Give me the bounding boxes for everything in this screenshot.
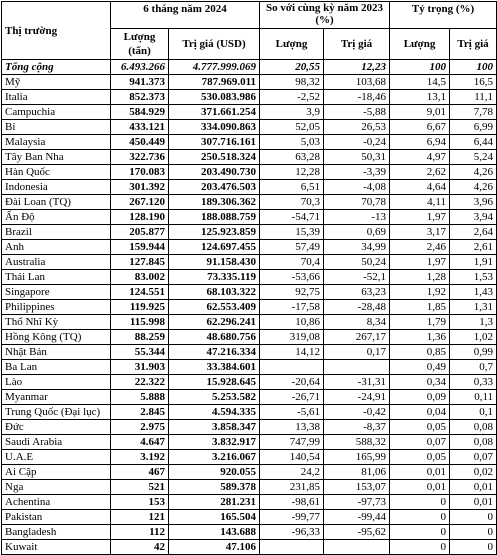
value-cell: 62.553.409 <box>169 300 260 315</box>
value-change-cell: -0,42 <box>324 405 390 420</box>
quantity-change-cell <box>260 360 324 375</box>
quantity-change-cell: 12,28 <box>260 165 324 180</box>
table-row <box>2 465 497 480</box>
value-change-cell: -5,88 <box>324 105 390 120</box>
market-name: Bỉ <box>2 120 111 135</box>
market-name: Campuchia <box>2 105 111 120</box>
value-cell: 62.296.241 <box>169 315 260 330</box>
quantity-cell: 433.121 <box>111 120 169 135</box>
value-share-cell: 6,99 <box>450 120 497 135</box>
value-change-cell: 0,69 <box>324 225 390 240</box>
value-change-cell: -95,62 <box>324 525 390 540</box>
value-cell: 920.055 <box>169 465 260 480</box>
value-cell: 47.106 <box>169 540 260 555</box>
quantity-cell: 301.392 <box>111 180 169 195</box>
market-name: Pakistan <box>2 510 111 525</box>
value-change-cell: 267,17 <box>324 330 390 345</box>
value-share-cell: 16,5 <box>450 75 497 90</box>
market-name: Bangladesh <box>2 525 111 540</box>
value-share-cell: 0,11 <box>450 390 497 405</box>
quantity-change-cell: 140,54 <box>260 450 324 465</box>
value-change-cell: -8,37 <box>324 420 390 435</box>
quantity-share-cell: 1,28 <box>390 270 450 285</box>
market-name: Malaysia <box>2 135 111 150</box>
quantity-cell: 2.845 <box>111 405 169 420</box>
table-row <box>2 105 497 120</box>
value-change-cell: 34,99 <box>324 240 390 255</box>
value-pct-header: Trị giá <box>324 29 390 60</box>
value-share-cell: 1,02 <box>450 330 497 345</box>
value-change-cell: -3,39 <box>324 165 390 180</box>
value-share-cell: 2,64 <box>450 225 497 240</box>
value-cell: 33.384.601 <box>169 360 260 375</box>
table-row <box>2 285 497 300</box>
quantity-share-cell: 1,85 <box>390 300 450 315</box>
value-cell: 3.858.347 <box>169 420 260 435</box>
market-header: Thị trường <box>2 2 111 60</box>
value-share-cell: 0,7 <box>450 360 497 375</box>
quantity-change-cell: 20,55 <box>260 60 324 75</box>
compare-header: So với cùng kỳ năm 2023 (%) <box>260 2 390 29</box>
quantity-share-cell: 1,79 <box>390 315 450 330</box>
value-change-cell: -97,73 <box>324 495 390 510</box>
value-cell: 143.688 <box>169 525 260 540</box>
table-row <box>2 120 497 135</box>
quantity-change-cell: 747,99 <box>260 435 324 450</box>
value-cell: 188.088.759 <box>169 210 260 225</box>
value-share-cell: 11,1 <box>450 90 497 105</box>
quantity-cell: 941.373 <box>111 75 169 90</box>
table-row <box>2 480 497 495</box>
header-row-top <box>2 2 497 29</box>
value-change-cell: 8,34 <box>324 315 390 330</box>
market-name: Thái Lan <box>2 270 111 285</box>
value-cell: 48.680.756 <box>169 330 260 345</box>
table-row <box>2 165 497 180</box>
quantity-cell: 267.120 <box>111 195 169 210</box>
value-cell: 47.216.334 <box>169 345 260 360</box>
value-share-cell: 0,07 <box>450 450 497 465</box>
quantity-share-cell: 0,05 <box>390 450 450 465</box>
quantity-share-cell: 0,05 <box>390 420 450 435</box>
table-row <box>2 270 497 285</box>
value-share-cell: 0,02 <box>450 465 497 480</box>
quantity-share-cell: 0 <box>390 495 450 510</box>
table-row <box>2 495 497 510</box>
value-share-cell: 0 <box>450 540 497 555</box>
quantity-share-cell: 3,17 <box>390 225 450 240</box>
value-share-cell: 0,33 <box>450 375 497 390</box>
value-share-cell: 3,94 <box>450 210 497 225</box>
value-share-cell: 1,31 <box>450 300 497 315</box>
quantity-change-cell: 13,38 <box>260 420 324 435</box>
quantity-share-cell: 1,36 <box>390 330 450 345</box>
value-cell: 203.476.503 <box>169 180 260 195</box>
table-row <box>2 330 497 345</box>
value-share-cell: 1,91 <box>450 255 497 270</box>
value-share-cell: 0,01 <box>450 495 497 510</box>
quantity-cell: 3.192 <box>111 450 169 465</box>
table-body <box>2 60 497 555</box>
market-name: Singapore <box>2 285 111 300</box>
value-change-cell: -4,08 <box>324 180 390 195</box>
market-name: Mỹ <box>2 75 111 90</box>
value-change-cell: -0,24 <box>324 135 390 150</box>
value-cell: 4.594.335 <box>169 405 260 420</box>
market-name: Đài Loan (TQ) <box>2 195 111 210</box>
market-name: Lào <box>2 375 111 390</box>
value-share-cell: 3,96 <box>450 195 497 210</box>
quantity-change-cell: 63,28 <box>260 150 324 165</box>
value-change-cell: 70,78 <box>324 195 390 210</box>
quantity-change-cell: -5,61 <box>260 405 324 420</box>
table-row <box>2 90 497 105</box>
quantity-share-cell: 0,04 <box>390 405 450 420</box>
market-name: Ba Lan <box>2 360 111 375</box>
period-header: 6 tháng năm 2024 <box>111 2 260 29</box>
table-row <box>2 420 497 435</box>
quantity-change-cell: -53,66 <box>260 270 324 285</box>
quantity-change-cell: 57,49 <box>260 240 324 255</box>
value-change-cell: 26,53 <box>324 120 390 135</box>
table-row <box>2 135 497 150</box>
value-share-cell: 1,53 <box>450 270 497 285</box>
quantity-cell: 55.344 <box>111 345 169 360</box>
quantity-change-cell <box>260 540 324 555</box>
value-change-cell: -99,44 <box>324 510 390 525</box>
quantity-change-cell: -26,71 <box>260 390 324 405</box>
value-change-cell: 50,31 <box>324 150 390 165</box>
table-row <box>2 255 497 270</box>
quantity-change-cell: -98,61 <box>260 495 324 510</box>
value-change-cell: 0,17 <box>324 345 390 360</box>
value-share-cell: 0,99 <box>450 345 497 360</box>
quantity-change-cell: 231,85 <box>260 480 324 495</box>
quantity-change-cell: 3,9 <box>260 105 324 120</box>
value-share-cell: 1,3 <box>450 315 497 330</box>
quantity-share-cell: 0,01 <box>390 465 450 480</box>
market-name: U.A.E <box>2 450 111 465</box>
table-row <box>2 210 497 225</box>
value-cell: 787.969.011 <box>169 75 260 90</box>
market-name: Trung Quốc (Đại lục) <box>2 405 111 420</box>
market-name: Nhật Bản <box>2 345 111 360</box>
value-change-cell <box>324 540 390 555</box>
value-cell: 3.216.067 <box>169 450 260 465</box>
market-name: Hàn Quốc <box>2 165 111 180</box>
quantity-change-cell: -17,58 <box>260 300 324 315</box>
value-share-cell: 1,43 <box>450 285 497 300</box>
market-name: Philippines <box>2 300 111 315</box>
share-header: Tỷ trọng (%) <box>390 2 497 29</box>
quantity-cell: 88.259 <box>111 330 169 345</box>
value-cell: 5.253.582 <box>169 390 260 405</box>
quantity-share-cell: 0 <box>390 525 450 540</box>
table-row <box>2 240 497 255</box>
quantity-cell: 83.002 <box>111 270 169 285</box>
value-cell: 203.490.730 <box>169 165 260 180</box>
value-cell: 68.103.322 <box>169 285 260 300</box>
value-share-cell: 0 <box>450 525 497 540</box>
quantity-change-cell: 5,03 <box>260 135 324 150</box>
quantity-cell: 31.903 <box>111 360 169 375</box>
value-cell: 124.697.455 <box>169 240 260 255</box>
quantity-cell: 115.998 <box>111 315 169 330</box>
value-cell: 189.306.362 <box>169 195 260 210</box>
value-share-cell: 100 <box>450 60 497 75</box>
quantity-change-cell: 14,12 <box>260 345 324 360</box>
total-row <box>2 60 497 75</box>
quantity-change-cell: 70,4 <box>260 255 324 270</box>
quantity-share-cell: 0 <box>390 540 450 555</box>
quantity-share-cell: 0,85 <box>390 345 450 360</box>
table-row <box>2 195 497 210</box>
market-name: Tổng cộng <box>2 60 111 75</box>
value-cell: 371.661.254 <box>169 105 260 120</box>
quantity-cell: 128.190 <box>111 210 169 225</box>
quantity-share-cell: 4,64 <box>390 180 450 195</box>
value-share-cell: 0,01 <box>450 480 497 495</box>
market-name: Indonesia <box>2 180 111 195</box>
market-name: Achentina <box>2 495 111 510</box>
quantity-share-cell: 0,34 <box>390 375 450 390</box>
value-cell: 3.832.917 <box>169 435 260 450</box>
quantity-share-cell: 0,49 <box>390 360 450 375</box>
quantity-change-cell: 6,51 <box>260 180 324 195</box>
quantity-cell: 584.929 <box>111 105 169 120</box>
market-name: Ấn Độ <box>2 210 111 225</box>
table-row <box>2 225 497 240</box>
quantity-change-cell: -96,33 <box>260 525 324 540</box>
quantity-change-cell: 15,39 <box>260 225 324 240</box>
market-name: Tây Ban Nha <box>2 150 111 165</box>
quantity-cell: 450.449 <box>111 135 169 150</box>
quantity-share-cell: 0,09 <box>390 390 450 405</box>
quantity-share-cell: 0,07 <box>390 435 450 450</box>
value-share-cell: 0,1 <box>450 405 497 420</box>
value-change-cell: 103,68 <box>324 75 390 90</box>
table-row <box>2 150 497 165</box>
quantity-cell: 42 <box>111 540 169 555</box>
value-change-cell: 12,23 <box>324 60 390 75</box>
quantity-share-cell: 6,67 <box>390 120 450 135</box>
quantity-share-cell: 9,01 <box>390 105 450 120</box>
value-usd-header: Trị giá (USD) <box>169 29 260 60</box>
quantity-cell: 121 <box>111 510 169 525</box>
table-row <box>2 450 497 465</box>
quantity-share-cell: 1,97 <box>390 210 450 225</box>
value-cell: 530.083.986 <box>169 90 260 105</box>
qty-ton-header: Lượng (tấn) <box>111 29 169 60</box>
quantity-cell: 467 <box>111 465 169 480</box>
quantity-cell: 127.845 <box>111 255 169 270</box>
value-share-cell: 0 <box>450 510 497 525</box>
value-change-cell: 50,24 <box>324 255 390 270</box>
quantity-change-cell: -54,71 <box>260 210 324 225</box>
quantity-share-cell: 1,97 <box>390 255 450 270</box>
market-name: Anh <box>2 240 111 255</box>
market-name: Italia <box>2 90 111 105</box>
quantity-share-cell: 2,46 <box>390 240 450 255</box>
quantity-change-cell: 24,2 <box>260 465 324 480</box>
value-change-cell: 153,07 <box>324 480 390 495</box>
market-name: Australia <box>2 255 111 270</box>
value-share-cell: 0,08 <box>450 420 497 435</box>
value-share-cell: 6,44 <box>450 135 497 150</box>
value-change-cell: -52,1 <box>324 270 390 285</box>
value-share-cell: 5,24 <box>450 150 497 165</box>
table-row <box>2 525 497 540</box>
value-cell: 307.716.161 <box>169 135 260 150</box>
value-change-cell: 63,23 <box>324 285 390 300</box>
value-share-cell: 4,26 <box>450 165 497 180</box>
market-name: Đức <box>2 420 111 435</box>
quantity-change-cell: -20,64 <box>260 375 324 390</box>
market-name: Saudi Arabia <box>2 435 111 450</box>
value-cell: 125.923.859 <box>169 225 260 240</box>
quantity-change-cell: 319,08 <box>260 330 324 345</box>
quantity-cell: 119.925 <box>111 300 169 315</box>
quantity-change-cell: 92,75 <box>260 285 324 300</box>
table-row <box>2 510 497 525</box>
quantity-change-cell: 98,32 <box>260 75 324 90</box>
value-cell: 73.335.119 <box>169 270 260 285</box>
table-row <box>2 300 497 315</box>
table-row <box>2 390 497 405</box>
quantity-cell: 4.647 <box>111 435 169 450</box>
value-change-cell: -18,46 <box>324 90 390 105</box>
value-change-cell: -31,31 <box>324 375 390 390</box>
value-cell: 589.378 <box>169 480 260 495</box>
quantity-cell: 5.888 <box>111 390 169 405</box>
qty-share-header: Lượng <box>390 29 450 60</box>
value-cell: 334.090.863 <box>169 120 260 135</box>
qty-pct-header: Lượng <box>260 29 324 60</box>
table-row <box>2 75 497 90</box>
value-share-cell: 2,61 <box>450 240 497 255</box>
quantity-share-cell: 13,1 <box>390 90 450 105</box>
value-cell: 165.504 <box>169 510 260 525</box>
value-change-cell: 588,32 <box>324 435 390 450</box>
quantity-share-cell: 4,11 <box>390 195 450 210</box>
table-row <box>2 405 497 420</box>
market-name: Brazil <box>2 225 111 240</box>
market-name: Ai Cập <box>2 465 111 480</box>
quantity-cell: 124.551 <box>111 285 169 300</box>
value-change-cell: -24,91 <box>324 390 390 405</box>
market-name: Hồng Kông (TQ) <box>2 330 111 345</box>
value-change-cell: 81,06 <box>324 465 390 480</box>
value-change-cell: -13 <box>324 210 390 225</box>
value-change-cell: -28,48 <box>324 300 390 315</box>
quantity-share-cell: 6,94 <box>390 135 450 150</box>
quantity-change-cell: -2,52 <box>260 90 324 105</box>
market-name: Nga <box>2 480 111 495</box>
value-change-cell: 165,99 <box>324 450 390 465</box>
quantity-share-cell: 100 <box>390 60 450 75</box>
quantity-change-cell: 70,3 <box>260 195 324 210</box>
quantity-cell: 159.944 <box>111 240 169 255</box>
value-change-cell <box>324 360 390 375</box>
quantity-change-cell: 52,05 <box>260 120 324 135</box>
value-cell: 15.928.645 <box>169 375 260 390</box>
quantity-cell: 2.975 <box>111 420 169 435</box>
export-market-table <box>1 1 497 555</box>
quantity-cell: 205.877 <box>111 225 169 240</box>
table-row <box>2 180 497 195</box>
quantity-share-cell: 14,5 <box>390 75 450 90</box>
quantity-cell: 322.736 <box>111 150 169 165</box>
quantity-share-cell: 2,62 <box>390 165 450 180</box>
quantity-change-cell: 10,86 <box>260 315 324 330</box>
quantity-cell: 6.493.266 <box>111 60 169 75</box>
value-cell: 281.231 <box>169 495 260 510</box>
quantity-cell: 521 <box>111 480 169 495</box>
quantity-share-cell: 4,97 <box>390 150 450 165</box>
market-name: Myanmar <box>2 390 111 405</box>
table-row <box>2 360 497 375</box>
quantity-share-cell: 0,01 <box>390 480 450 495</box>
quantity-share-cell: 1,92 <box>390 285 450 300</box>
value-cell: 91.158.430 <box>169 255 260 270</box>
quantity-cell: 153 <box>111 495 169 510</box>
table-row <box>2 435 497 450</box>
value-share-cell: 4,26 <box>450 180 497 195</box>
value-cell: 250.518.324 <box>169 150 260 165</box>
table-row <box>2 315 497 330</box>
value-share-cell: 0,08 <box>450 435 497 450</box>
quantity-cell: 852.373 <box>111 90 169 105</box>
table-row <box>2 375 497 390</box>
table-row <box>2 540 497 555</box>
quantity-cell: 112 <box>111 525 169 540</box>
value-cell: 4.777.999.069 <box>169 60 260 75</box>
quantity-cell: 170.083 <box>111 165 169 180</box>
value-share-header: Trị giá <box>450 29 497 60</box>
quantity-change-cell: -99,77 <box>260 510 324 525</box>
market-name: Kuwait <box>2 540 111 555</box>
market-name: Thổ Nhĩ Kỳ <box>2 315 111 330</box>
quantity-cell: 22.322 <box>111 375 169 390</box>
value-share-cell: 7,78 <box>450 105 497 120</box>
quantity-share-cell: 0 <box>390 510 450 525</box>
table-row <box>2 345 497 360</box>
